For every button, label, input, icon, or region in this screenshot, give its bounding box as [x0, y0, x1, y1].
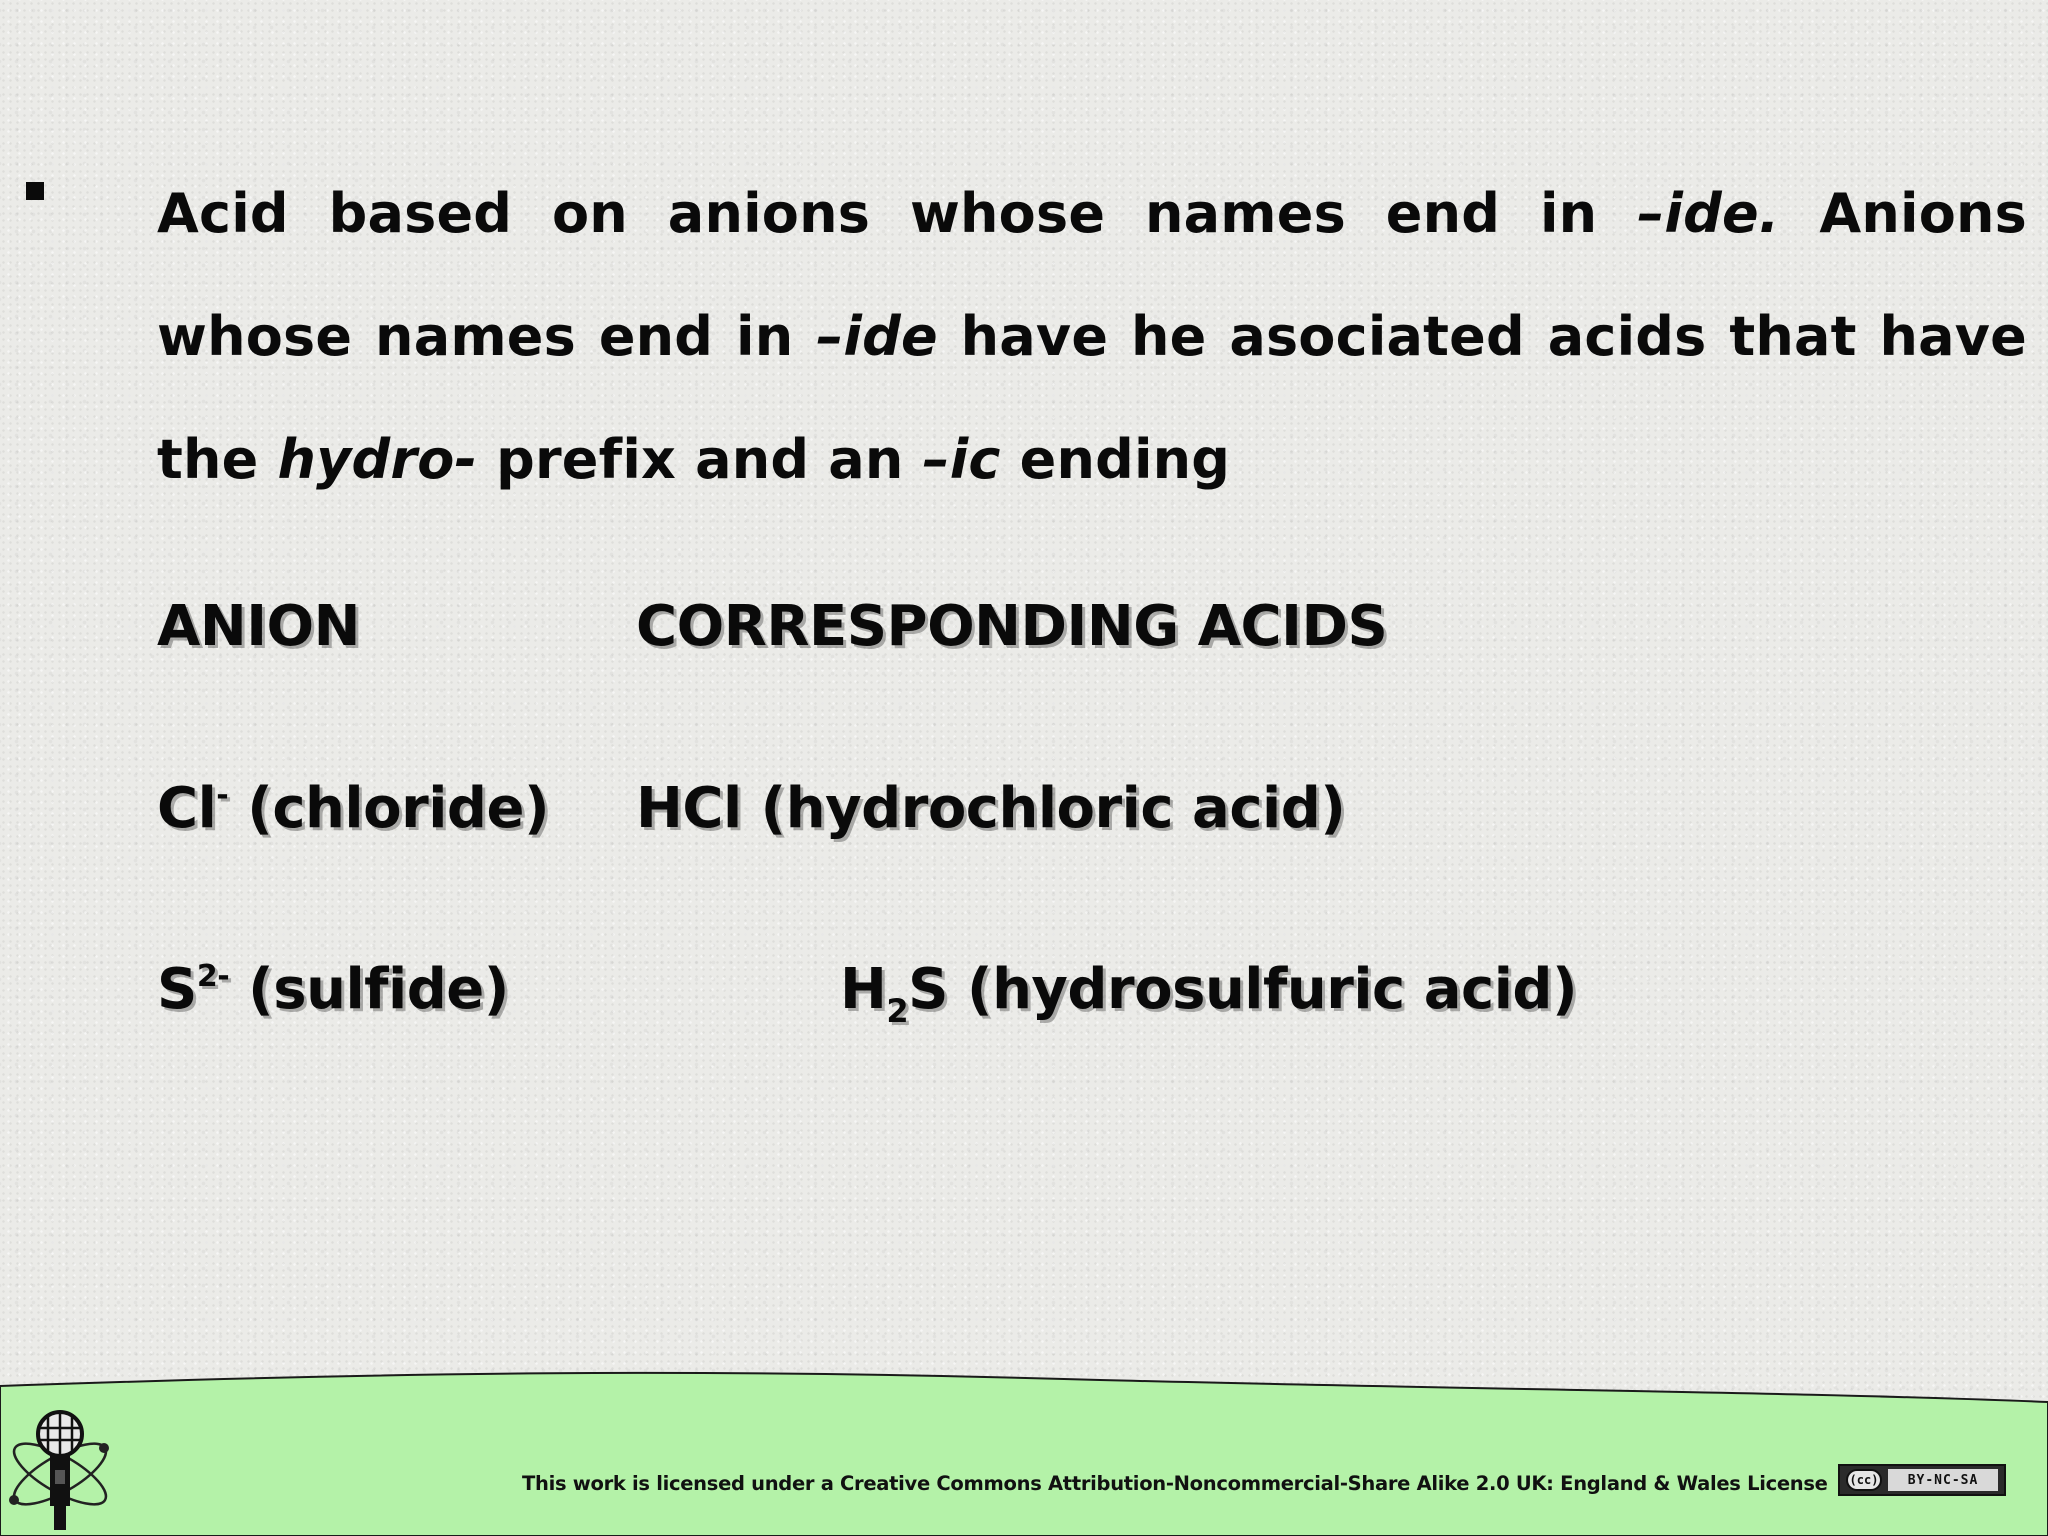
- intro-paragraph: [157, 152, 2027, 521]
- row-sulfide-acid: [840, 955, 1578, 1030]
- row-sulfide-anion: [157, 955, 509, 1025]
- intro-text-2: Anions whose names end in: [157, 182, 2027, 368]
- cc-terms-label: BY-NC-SA: [1888, 1469, 1998, 1491]
- row-chloride-acid: HCl (hydrochloric acid): [636, 776, 1346, 841]
- intro-italic-ide: –ide.: [1637, 182, 1780, 245]
- intro-text-3: have he asociated acids that have the: [157, 305, 2027, 491]
- acid-h: H: [840, 957, 887, 1022]
- header-corresponding-acids: CORRESPONDING ACIDS: [636, 594, 1388, 659]
- anion-name: (sulfide): [229, 957, 509, 1022]
- footer-band: [0, 1370, 2048, 1536]
- footer: [0, 1370, 2048, 1536]
- license-text: This work is licensed under a Creative Commons Attribution-Noncommercial-Share Alike 2.0 UK: England & Wales License: [522, 1472, 1828, 1495]
- cc-license-badge[interactable]: [1838, 1464, 2006, 1496]
- cc-icon: (cc): [1846, 1469, 1882, 1491]
- acid-rest: S (hydrosulfuric acid): [908, 957, 1578, 1022]
- anion-charge: -: [216, 778, 229, 813]
- acid-subscript: 2: [886, 992, 909, 1030]
- anion-symbol: Cl: [157, 776, 217, 841]
- intro-italic-ic: –ic: [922, 428, 1001, 491]
- microphone-atom-icon: [4, 1404, 116, 1532]
- intro-italic-hydro: hydro-: [277, 428, 478, 491]
- intro-text-5: ending: [1000, 428, 1231, 491]
- anion-charge: 2-: [196, 959, 230, 994]
- header-anion: ANION: [157, 594, 361, 659]
- anion-name: (chloride): [228, 776, 550, 841]
- intro-text-1: Acid based on anions whose names end in: [157, 182, 1638, 245]
- bullet-square-icon: [26, 182, 44, 200]
- row-chloride-anion: [157, 774, 549, 844]
- intro-text-4: prefix and an: [477, 428, 923, 491]
- anion-symbol: S: [157, 957, 197, 1022]
- intro-italic-ide-2: –ide: [816, 305, 938, 368]
